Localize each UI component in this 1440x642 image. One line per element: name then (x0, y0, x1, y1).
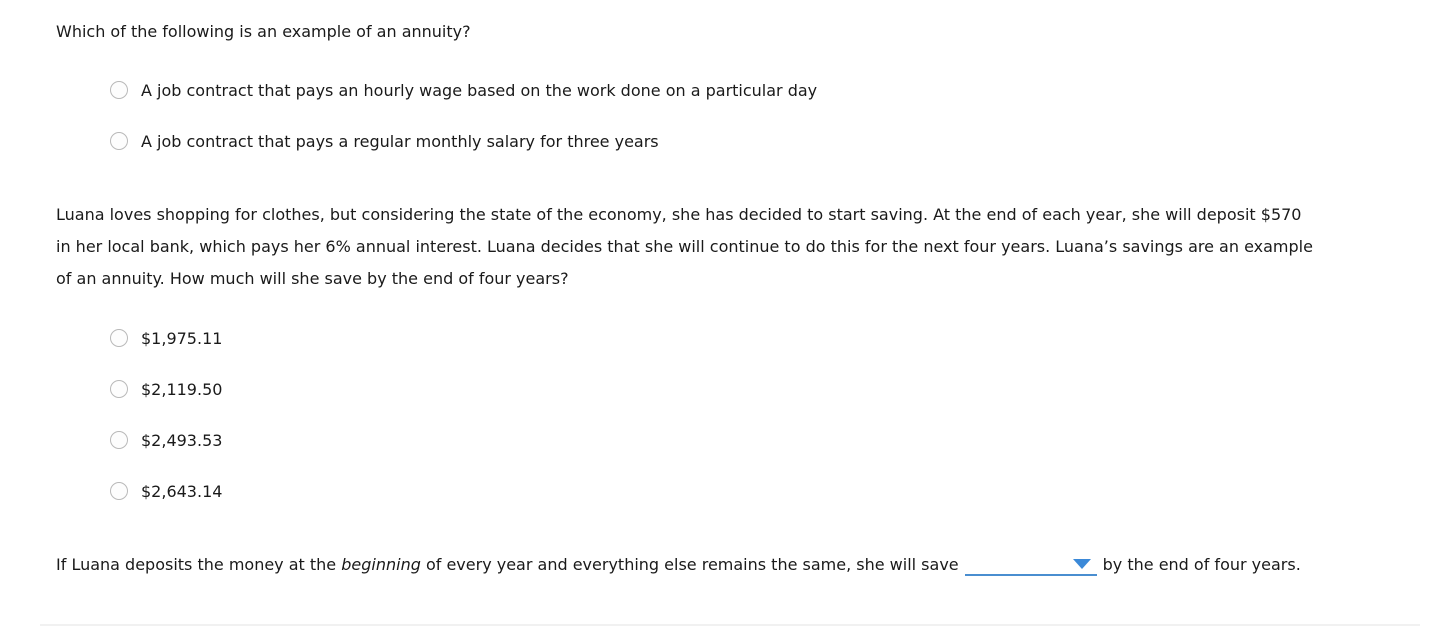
option-label: $2,119.50 (141, 379, 223, 399)
question-1-option-2[interactable] (110, 129, 659, 153)
question-2-text: Luana loves shopping for clothes, but considering the state of the economy, she has decided to start saving. At the end of each year, she will deposit $570 in her local bank, which pays her 6% annual interest. Luana decides that she will continue to do this for the next four years. Luana’s savings are an example of an annuity. How much will she save by the end of four years? (56, 205, 1313, 288)
question-3-text (56, 549, 1316, 581)
question-2-option-4[interactable] (110, 479, 222, 503)
radio-button[interactable] (110, 132, 128, 150)
radio-button[interactable] (110, 431, 128, 449)
radio-button[interactable] (110, 81, 128, 99)
option-label: A job contract that pays an hourly wage based on the work done on a particular day (141, 80, 818, 100)
option-label: $2,643.14 (141, 481, 223, 501)
option-label: $1,975.11 (141, 328, 223, 348)
question-1-text: Which of the following is an example of an annuity? (56, 22, 471, 41)
divider (40, 624, 1420, 626)
question-3-emphasis: beginning (341, 555, 421, 574)
radio-button[interactable] (110, 482, 128, 500)
caret-down-icon[interactable] (1073, 559, 1091, 569)
savings-dropdown[interactable] (965, 554, 1097, 576)
option-label: A job contract that pays a regular monthly salary for three years (141, 131, 659, 151)
question-3-text-middle: of every year and everything else remains the same, she will save (420, 555, 959, 574)
question-2-option-3[interactable] (110, 428, 222, 452)
question-3-text-after: by the end of four years. (1102, 555, 1301, 574)
question-3-text-before: If Luana deposits the money at the (56, 555, 342, 574)
question-1-option-1[interactable] (110, 78, 817, 102)
radio-button[interactable] (110, 380, 128, 398)
option-label: $2,493.53 (141, 430, 223, 450)
radio-button[interactable] (110, 329, 128, 347)
question-2-option-2[interactable] (110, 377, 222, 401)
question-2-option-1[interactable] (110, 326, 222, 350)
